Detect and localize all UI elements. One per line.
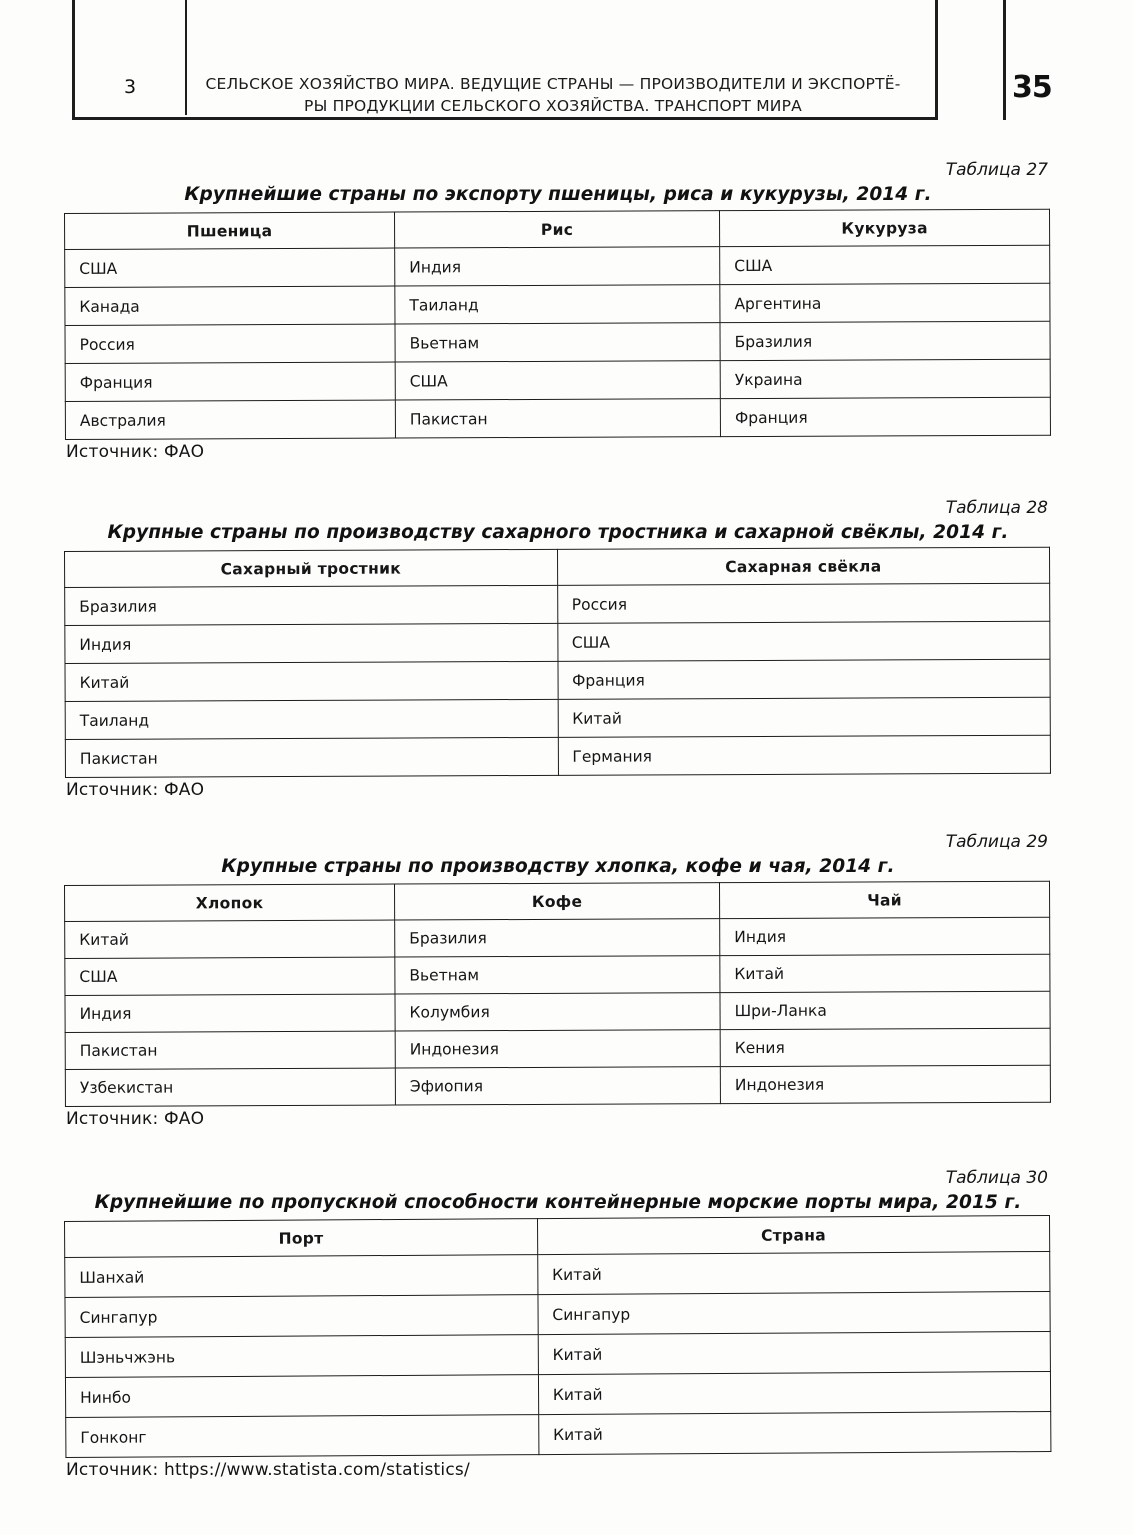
table-cell: Германия	[558, 735, 1051, 775]
table-cell: Индия	[65, 994, 395, 1032]
table-cell: Таиланд	[395, 285, 720, 324]
table-row	[65, 991, 1050, 1032]
table-cell: Индонезия	[395, 1030, 720, 1068]
column-header: Пшеница	[65, 212, 395, 249]
table-cell: Австралия	[65, 400, 395, 439]
table-cell: Франция	[557, 659, 1050, 699]
table-cell: Пакистан	[395, 399, 720, 438]
table-cell: Кения	[720, 1028, 1050, 1066]
table-header-row	[65, 1215, 1050, 1257]
table-cell: Украина	[720, 359, 1050, 398]
table-cell: Сингапур	[538, 1291, 1050, 1334]
table-label: Таблица 29	[945, 832, 1048, 852]
table-row	[65, 954, 1050, 995]
table-cell: США	[395, 361, 720, 400]
column-header: Сахарный тростник	[65, 549, 558, 587]
table-cell: Шанхай	[65, 1255, 538, 1298]
table-row	[65, 659, 1050, 701]
table-block-28	[62, 498, 1054, 800]
table-row	[65, 697, 1050, 739]
table-block-30	[62, 1168, 1054, 1480]
column-header: Порт	[65, 1219, 538, 1258]
table-row	[65, 1331, 1050, 1377]
table-block-27	[62, 160, 1054, 462]
table-source: Источник: ФАО	[66, 1109, 205, 1129]
data-table	[64, 1215, 1051, 1458]
table-cell: Китай	[538, 1371, 1050, 1414]
table-row	[65, 321, 1050, 363]
column-header: Хлопок	[65, 884, 395, 921]
table-row	[65, 1028, 1050, 1069]
table-title: Крупные страны по производству хлопка, кофе и чая, 2014 г.	[221, 856, 895, 877]
page-title	[185, 74, 935, 117]
table-cell: Пакистан	[65, 737, 558, 777]
table-row	[65, 283, 1050, 325]
table-title: Крупнейшие по пропускной способности контейнерные морские порты мира, 2015 г.	[94, 1192, 1022, 1213]
table-cell: Индия	[65, 623, 558, 663]
table-row	[65, 583, 1050, 625]
table-row	[65, 1291, 1050, 1337]
page-number: 35	[1012, 70, 1052, 105]
column-header: Чай	[720, 881, 1050, 918]
table-cell: Россия	[65, 324, 395, 363]
table-row	[65, 735, 1050, 777]
table-block-29	[62, 832, 1054, 1129]
header-box	[72, 0, 938, 120]
table-cell: Шэньчжэнь	[65, 1335, 538, 1378]
column-header: Страна	[537, 1215, 1049, 1254]
header-divider	[185, 0, 187, 115]
table-title: Крупные страны по производству сахарного тростника и сахарной свёклы, 2014 г.	[107, 522, 1009, 543]
table-cell: Индонезия	[720, 1065, 1050, 1103]
table-source: Источник: https://www.statista.com/statistics/	[66, 1460, 470, 1480]
table-header-row	[65, 209, 1050, 249]
table-header-row	[65, 881, 1050, 921]
table-cell: США	[720, 245, 1050, 284]
table-cell: Шри-Ланка	[720, 991, 1050, 1029]
table-cell: Вьетнам	[395, 956, 720, 994]
table-label: Таблица 28	[945, 498, 1048, 518]
table-cell: Нинбо	[65, 1375, 538, 1418]
table-row	[65, 1251, 1050, 1297]
table-cell: США	[65, 957, 395, 995]
table-cell: Индия	[395, 247, 720, 286]
table-row	[66, 1411, 1051, 1457]
table-cell: Канада	[65, 286, 395, 325]
margin-rule	[1003, 0, 1006, 120]
data-table	[64, 209, 1051, 440]
table-row	[65, 1065, 1050, 1106]
table-cell: Франция	[65, 362, 395, 401]
table-cell: Сингапур	[65, 1295, 538, 1338]
column-header: Рис	[394, 211, 719, 248]
table-cell: Пакистан	[65, 1031, 395, 1069]
page-title-line-2: РЫ ПРОДУКЦИИ СЕЛЬСКОГО ХОЗЯЙСТВА. ТРАНСПОРТ МИРА	[304, 96, 802, 115]
column-header: Кофе	[394, 883, 719, 920]
table-cell: США	[557, 621, 1050, 661]
table-row	[65, 621, 1050, 663]
table-cell: Китай	[538, 1331, 1050, 1374]
column-header: Кукуруза	[720, 209, 1050, 246]
table-cell: Гонконг	[66, 1415, 539, 1458]
table-label: Таблица 30	[945, 1168, 1048, 1188]
page-title-line-1: СЕЛЬСКОЕ ХОЗЯЙСТВО МИРА. ВЕДУЩИЕ СТРАНЫ — ПРОИЗВОДИТЕЛИ И ЭКСПОРТЁ-	[205, 75, 901, 94]
table-cell: Аргентина	[720, 283, 1050, 322]
table-cell: Узбекистан	[65, 1068, 395, 1106]
chapter-number: 3	[123, 76, 137, 99]
table-header-row	[65, 547, 1050, 587]
table-cell: Вьетнам	[395, 323, 720, 362]
table-row	[65, 359, 1050, 401]
column-header: Сахарная свёкла	[557, 547, 1050, 585]
table-row	[65, 245, 1050, 287]
table-cell: Индия	[720, 917, 1050, 955]
table-cell: Колумбия	[395, 993, 720, 1031]
table-row	[65, 1371, 1050, 1417]
table-cell: Китай	[65, 661, 558, 701]
table-row	[65, 397, 1050, 439]
table-cell: Таиланд	[65, 699, 558, 739]
table-cell: Россия	[557, 583, 1050, 623]
table-label: Таблица 27	[945, 160, 1048, 180]
table-source: Источник: ФАО	[66, 780, 205, 800]
table-cell: Бразилия	[65, 585, 558, 625]
table-source: Источник: ФАО	[66, 442, 205, 462]
table-cell: Китай	[558, 697, 1051, 737]
table-title: Крупнейшие страны по экспорту пшеницы, риса и кукурузы, 2014 г.	[184, 184, 932, 205]
table-row	[65, 917, 1050, 958]
table-cell: Китай	[538, 1411, 1050, 1454]
table-cell: Эфиопия	[395, 1067, 720, 1105]
table-cell: Бразилия	[395, 919, 720, 957]
data-table	[64, 881, 1051, 1107]
table-cell: Китай	[538, 1251, 1050, 1294]
table-cell: Китай	[65, 920, 395, 958]
table-cell: США	[65, 248, 395, 287]
table-cell: Китай	[720, 954, 1050, 992]
table-cell: Бразилия	[720, 321, 1050, 360]
page-header	[72, 0, 944, 132]
data-table	[64, 547, 1051, 778]
table-cell: Франция	[720, 397, 1050, 436]
